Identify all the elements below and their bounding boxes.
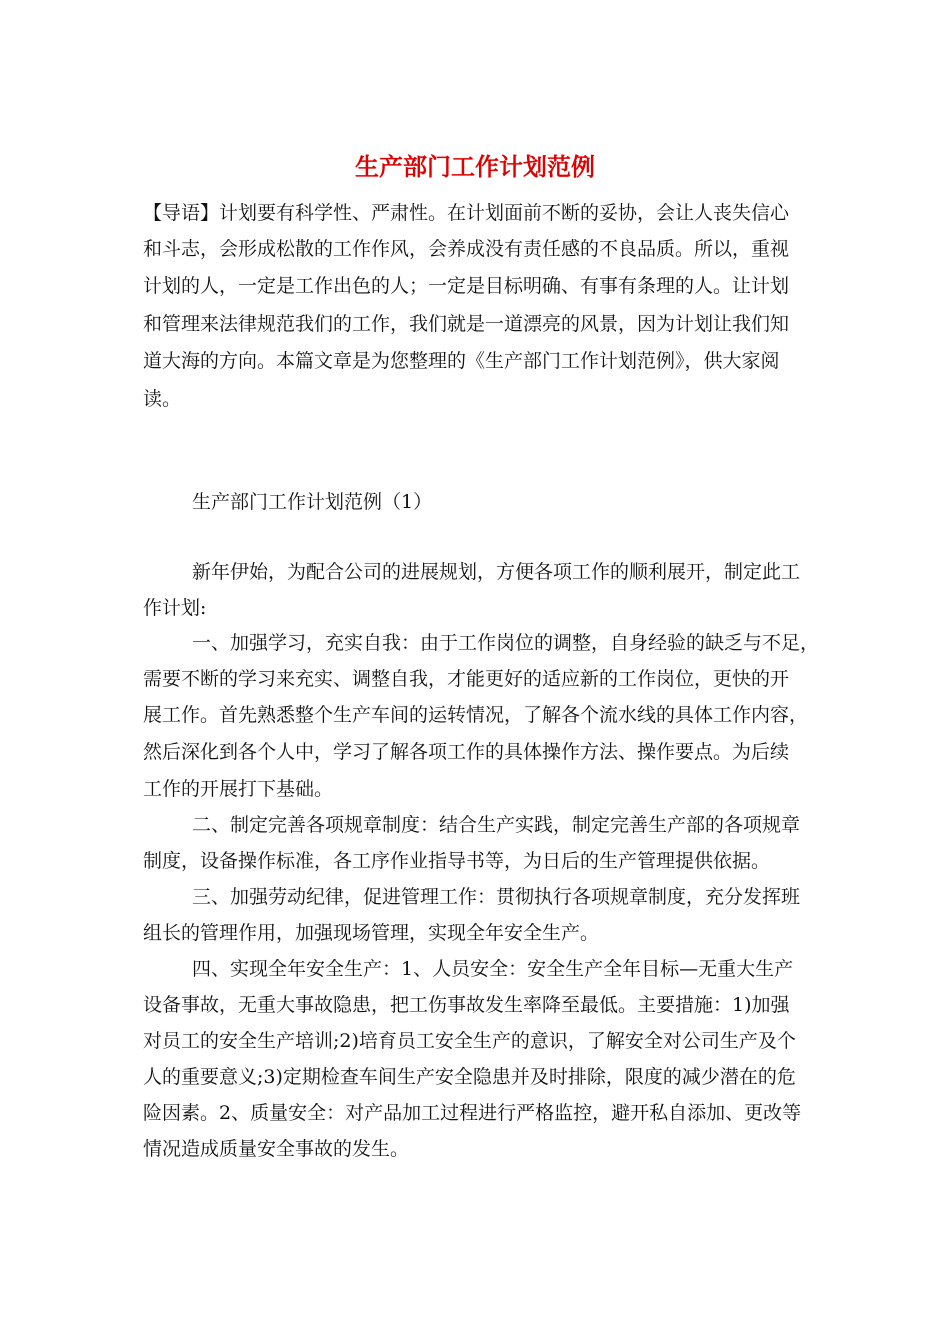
body-line: 设备事故，无重大事故隐患，把工伤事故发生率降至最低。主要措施：1)加强 — [143, 994, 790, 1016]
intro-line: 和管理来法律规范我们的工作，我们就是一道漂亮的风景，因为计划让我们知 — [143, 313, 790, 335]
body-line: 一、加强学习，充实自我：由于工作岗位的调整，自身经验的缺乏与不足， — [192, 632, 820, 654]
intro-line: 读。 — [143, 388, 182, 410]
body-line: 三、加强劳动纪律，促进管理工作：贯彻执行各项规章制度，充分发挥班 — [192, 886, 801, 908]
body-line: 人的重要意义;3)定期检查车间生产安全隐患并及时排除，限度的减少潜在的危 — [143, 1066, 796, 1088]
body-line: 需要不断的学习来充实、调整自我，才能更好的适应新的工作岗位，更快的开 — [143, 668, 790, 690]
body-line: 险因素。2、质量安全：对产品加工过程进行严格监控，避开私自添加、更改等 — [143, 1102, 802, 1124]
body-line: 工作的开展打下基础。 — [143, 778, 334, 800]
section-heading: 生产部门工作计划范例（1） — [192, 491, 433, 513]
intro-line: 道大海的方向。本篇文章是为您整理的《生产部门工作计划范例》，供大家阅 — [143, 350, 780, 372]
body-line: 四、实现全年安全生产：1、人员安全：安全生产全年目标—无重大生产 — [192, 958, 794, 980]
body-line: 二、制定完善各项规章制度：结合生产实践，制定完善生产部的各项规章 — [192, 814, 801, 836]
body-line: 然后深化到各个人中，学习了解各项工作的具体操作方法、操作要点。为后续 — [143, 741, 790, 763]
intro-line: 【导语】计划要有科学性、严肃性。在计划面前不断的妥协，会让人丧失信心 — [143, 202, 790, 224]
body-line: 对员工的安全生产培训;2)培育员工安全生产的意识，了解安全对公司生产及个 — [143, 1030, 796, 1052]
body-line: 制度，设备操作标准，各工序作业指导书等，为日后的生产管理提供依据。 — [143, 850, 771, 872]
intro-line: 计划的人，一定是工作出色的人；一定是目标明确、有事有条理的人。让计划 — [143, 275, 790, 297]
body-line: 作计划: — [143, 597, 207, 619]
body-line: 新年伊始，为配合公司的进展规划，方便各项工作的顺利展开，制定此工 — [192, 561, 801, 583]
body-line: 组长的管理作用，加强现场管理，实现全年安全生产。 — [143, 922, 600, 944]
intro-line: 和斗志，会形成松散的工作作风，会养成没有责任感的不良品质。所以，重视 — [143, 238, 790, 260]
body-line: 展工作。首先熟悉整个生产车间的运转情况，了解各个流水线的具体工作内容， — [143, 704, 809, 726]
body-line: 情况造成质量安全事故的发生。 — [143, 1138, 410, 1160]
page-title: 生产部门工作计划范例 — [355, 152, 595, 181]
